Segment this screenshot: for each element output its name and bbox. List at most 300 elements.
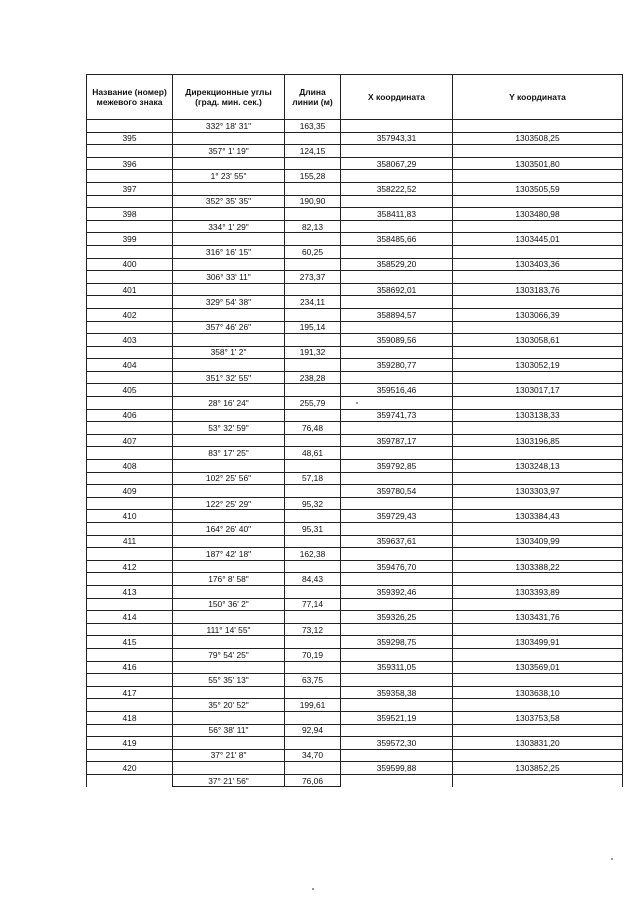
y-coordinate-cell: 1303445,01	[453, 233, 623, 246]
x-coordinate-cell: 359741,73	[341, 409, 453, 422]
y-coordinate-cell	[453, 497, 623, 510]
line-row	[87, 699, 623, 712]
point-name-cell	[87, 523, 173, 536]
point-row	[87, 737, 623, 750]
direction-angle-cell: 332° 18' 31"	[173, 120, 285, 133]
x-coordinate-cell	[341, 245, 453, 258]
point-name-cell: 398	[87, 208, 173, 221]
x-coordinate-cell: 358692,01	[341, 283, 453, 296]
line-length-cell	[285, 359, 341, 372]
line-row	[87, 623, 623, 636]
point-row	[87, 535, 623, 548]
y-coordinate-cell	[453, 245, 623, 258]
direction-angle-cell: 329° 54' 38"	[173, 296, 285, 309]
point-name-cell: 404	[87, 359, 173, 372]
point-row	[87, 485, 623, 498]
direction-angle-cell: 35° 20' 52"	[173, 699, 285, 712]
x-coordinate-cell	[341, 422, 453, 435]
x-coordinate-cell: 359572,30	[341, 737, 453, 750]
y-coordinate-cell	[453, 548, 623, 561]
line-length-cell	[285, 460, 341, 473]
x-coordinate-cell	[341, 674, 453, 687]
y-coordinate-cell	[453, 699, 623, 712]
line-length-cell: 199,61	[285, 699, 341, 712]
direction-angle-cell: 352° 35' 35"	[173, 195, 285, 208]
point-name-cell: 415	[87, 636, 173, 649]
header-x: X координата	[341, 75, 453, 120]
y-coordinate-cell	[453, 195, 623, 208]
point-row	[87, 585, 623, 598]
line-length-cell	[285, 661, 341, 674]
y-coordinate-cell: 1303196,85	[453, 434, 623, 447]
direction-angle-cell	[173, 157, 285, 170]
direction-angle-cell: 150° 36' 2"	[173, 598, 285, 611]
x-coordinate-cell: 359787,17	[341, 434, 453, 447]
line-length-cell: 195,14	[285, 321, 341, 334]
point-name-cell	[87, 472, 173, 485]
point-name-cell	[87, 397, 173, 410]
line-row	[87, 195, 623, 208]
line-length-cell: 238,28	[285, 371, 341, 384]
survey-table	[86, 74, 623, 787]
line-length-cell	[285, 535, 341, 548]
x-coordinate-cell: 359392,46	[341, 585, 453, 598]
point-row	[87, 208, 623, 221]
direction-angle-cell	[173, 334, 285, 347]
direction-angle-cell: 111° 14' 55"	[173, 623, 285, 636]
point-name-cell: 399	[87, 233, 173, 246]
line-length-cell: 57,18	[285, 472, 341, 485]
y-coordinate-cell	[453, 447, 623, 460]
line-length-cell	[285, 258, 341, 271]
line-length-cell: 82,13	[285, 220, 341, 233]
direction-angle-cell	[173, 762, 285, 775]
x-coordinate-cell: 359298,75	[341, 636, 453, 649]
point-name-cell	[87, 296, 173, 309]
point-name-cell: 406	[87, 409, 173, 422]
point-row	[87, 384, 623, 397]
y-coordinate-cell: 1303066,39	[453, 308, 623, 321]
scan-speck	[312, 888, 314, 890]
y-coordinate-cell	[453, 523, 623, 536]
header-name: Название (номер) межевого знака	[87, 75, 173, 120]
direction-angle-cell	[173, 686, 285, 699]
direction-angle-cell: 357° 46' 26"	[173, 321, 285, 334]
line-length-cell	[285, 308, 341, 321]
line-row	[87, 145, 623, 158]
y-coordinate-cell	[453, 220, 623, 233]
line-row	[87, 774, 623, 787]
x-coordinate-cell: 358894,57	[341, 308, 453, 321]
x-coordinate-cell: 357943,31	[341, 132, 453, 145]
x-coordinate-cell: 359792,85	[341, 460, 453, 473]
direction-angle-cell: 55° 35' 13"	[173, 674, 285, 687]
line-length-cell	[285, 182, 341, 195]
header-angle: Дирекционные углы (град. мин. сек.)	[173, 75, 285, 120]
x-coordinate-cell	[341, 447, 453, 460]
x-coordinate-cell	[341, 145, 453, 158]
y-coordinate-cell	[453, 774, 623, 787]
point-name-cell: 417	[87, 686, 173, 699]
point-name-cell	[87, 447, 173, 460]
point-name-cell: 405	[87, 384, 173, 397]
line-length-cell: 77,14	[285, 598, 341, 611]
line-length-cell: 70,19	[285, 648, 341, 661]
point-name-cell	[87, 245, 173, 258]
x-coordinate-cell	[341, 774, 453, 787]
direction-angle-cell: 334° 1' 29"	[173, 220, 285, 233]
line-length-cell	[285, 208, 341, 221]
line-length-cell: 63,75	[285, 674, 341, 687]
y-coordinate-cell	[453, 573, 623, 586]
line-row	[87, 422, 623, 435]
x-coordinate-cell: 359637,61	[341, 535, 453, 548]
direction-angle-cell: 357° 1' 19"	[173, 145, 285, 158]
x-coordinate-cell	[341, 724, 453, 737]
x-coordinate-cell: 359280,77	[341, 359, 453, 372]
line-row	[87, 296, 623, 309]
y-coordinate-cell: 1303138,33	[453, 409, 623, 422]
x-coordinate-cell	[341, 321, 453, 334]
x-coordinate-cell: 358485,66	[341, 233, 453, 246]
point-name-cell: 416	[87, 661, 173, 674]
x-coordinate-cell: 358411,83	[341, 208, 453, 221]
y-coordinate-cell	[453, 422, 623, 435]
point-name-cell: 397	[87, 182, 173, 195]
scan-speck	[611, 858, 613, 860]
point-row	[87, 460, 623, 473]
point-name-cell: 409	[87, 485, 173, 498]
y-coordinate-cell: 1303831,20	[453, 737, 623, 750]
y-coordinate-cell: 1303248,13	[453, 460, 623, 473]
line-row	[87, 548, 623, 561]
line-length-cell: 34,70	[285, 749, 341, 762]
point-name-cell	[87, 774, 173, 787]
line-row	[87, 573, 623, 586]
y-coordinate-cell: 1303393,89	[453, 585, 623, 598]
point-row	[87, 409, 623, 422]
line-length-cell: 191,32	[285, 346, 341, 359]
direction-angle-cell	[173, 661, 285, 674]
x-coordinate-cell	[341, 648, 453, 661]
line-length-cell	[285, 132, 341, 145]
point-row	[87, 308, 623, 321]
point-row	[87, 132, 623, 145]
line-length-cell: 255,79	[285, 397, 341, 410]
point-row	[87, 560, 623, 573]
point-name-cell: 403	[87, 334, 173, 347]
line-row	[87, 447, 623, 460]
point-row	[87, 258, 623, 271]
direction-angle-cell: 28° 16' 24"	[173, 397, 285, 410]
direction-angle-cell	[173, 585, 285, 598]
line-row	[87, 497, 623, 510]
point-row	[87, 233, 623, 246]
point-row	[87, 661, 623, 674]
line-length-cell: 92,94	[285, 724, 341, 737]
x-coordinate-cell	[341, 623, 453, 636]
direction-angle-cell	[173, 560, 285, 573]
point-name-cell	[87, 648, 173, 661]
survey-body	[87, 120, 623, 787]
line-row	[87, 674, 623, 687]
y-coordinate-cell	[453, 724, 623, 737]
point-row	[87, 157, 623, 170]
y-coordinate-cell: 1303303,97	[453, 485, 623, 498]
direction-angle-cell: 83° 17' 25"	[173, 447, 285, 460]
x-coordinate-cell	[341, 271, 453, 284]
direction-angle-cell: 306° 33' 11"	[173, 271, 285, 284]
line-row	[87, 371, 623, 384]
x-coordinate-cell	[341, 371, 453, 384]
x-coordinate-cell	[341, 699, 453, 712]
point-name-cell	[87, 220, 173, 233]
line-row	[87, 472, 623, 485]
direction-angle-cell: 316° 16' 15"	[173, 245, 285, 258]
header-length: Длина линии (м)	[285, 75, 341, 120]
line-row	[87, 321, 623, 334]
x-coordinate-cell	[341, 598, 453, 611]
direction-angle-cell	[173, 510, 285, 523]
line-row	[87, 346, 623, 359]
line-length-cell	[285, 283, 341, 296]
y-coordinate-cell	[453, 648, 623, 661]
line-length-cell	[285, 510, 341, 523]
x-coordinate-cell	[341, 472, 453, 485]
point-name-cell	[87, 749, 173, 762]
line-length-cell	[285, 686, 341, 699]
direction-angle-cell	[173, 258, 285, 271]
x-coordinate-cell: 359599,88	[341, 762, 453, 775]
line-length-cell: 155,28	[285, 170, 341, 183]
x-coordinate-cell: 359358,38	[341, 686, 453, 699]
point-row	[87, 711, 623, 724]
y-coordinate-cell: 1303499,91	[453, 636, 623, 649]
direction-angle-cell: 1° 23' 55"	[173, 170, 285, 183]
direction-angle-cell: 358° 1' 2"	[173, 346, 285, 359]
point-name-cell	[87, 497, 173, 510]
x-coordinate-cell	[341, 346, 453, 359]
direction-angle-cell	[173, 485, 285, 498]
line-row	[87, 397, 623, 410]
point-row	[87, 334, 623, 347]
y-coordinate-cell: 1303508,25	[453, 132, 623, 145]
line-length-cell	[285, 334, 341, 347]
y-coordinate-cell: 1303409,99	[453, 535, 623, 548]
y-coordinate-cell: 1303638,10	[453, 686, 623, 699]
direction-angle-cell	[173, 283, 285, 296]
direction-angle-cell: 53° 32' 59"	[173, 422, 285, 435]
point-name-cell: 402	[87, 308, 173, 321]
y-coordinate-cell: 1303505,59	[453, 182, 623, 195]
direction-angle-cell	[173, 384, 285, 397]
y-coordinate-cell	[453, 598, 623, 611]
point-name-cell: 419	[87, 737, 173, 750]
direction-angle-cell: 79° 54' 25"	[173, 648, 285, 661]
x-coordinate-cell	[341, 120, 453, 133]
x-coordinate-cell	[341, 220, 453, 233]
direction-angle-cell	[173, 636, 285, 649]
point-name-cell	[87, 321, 173, 334]
point-row	[87, 510, 623, 523]
direction-angle-cell: 102° 25' 56"	[173, 472, 285, 485]
direction-angle-cell: 164° 26' 40"	[173, 523, 285, 536]
table-header-row	[87, 75, 623, 120]
point-name-cell	[87, 699, 173, 712]
line-length-cell: 95,32	[285, 497, 341, 510]
x-coordinate-cell	[341, 548, 453, 561]
point-name-cell	[87, 120, 173, 133]
y-coordinate-cell	[453, 623, 623, 636]
line-length-cell: 124,15	[285, 145, 341, 158]
point-name-cell	[87, 371, 173, 384]
y-coordinate-cell	[453, 397, 623, 410]
line-length-cell	[285, 233, 341, 246]
y-coordinate-cell	[453, 120, 623, 133]
point-name-cell	[87, 674, 173, 687]
header-y: Y координата	[453, 75, 623, 120]
line-length-cell	[285, 485, 341, 498]
point-name-cell	[87, 145, 173, 158]
point-name-cell: 408	[87, 460, 173, 473]
y-coordinate-cell: 1303852,25	[453, 762, 623, 775]
point-name-cell	[87, 573, 173, 586]
point-row	[87, 636, 623, 649]
y-coordinate-cell: 1303501,80	[453, 157, 623, 170]
x-coordinate-cell: 358222,52	[341, 182, 453, 195]
y-coordinate-cell	[453, 472, 623, 485]
x-coordinate-cell: 358529,20	[341, 258, 453, 271]
line-row	[87, 598, 623, 611]
y-coordinate-cell	[453, 346, 623, 359]
y-coordinate-cell: 1303480,98	[453, 208, 623, 221]
point-name-cell: 410	[87, 510, 173, 523]
y-coordinate-cell	[453, 271, 623, 284]
x-coordinate-cell	[341, 573, 453, 586]
direction-angle-cell	[173, 611, 285, 624]
line-length-cell: 84,43	[285, 573, 341, 586]
x-coordinate-cell	[341, 195, 453, 208]
line-length-cell	[285, 560, 341, 573]
y-coordinate-cell	[453, 674, 623, 687]
point-name-cell: 418	[87, 711, 173, 724]
line-row	[87, 120, 623, 133]
line-length-cell	[285, 409, 341, 422]
line-row	[87, 220, 623, 233]
y-coordinate-cell	[453, 321, 623, 334]
y-coordinate-cell	[453, 145, 623, 158]
point-name-cell: 396	[87, 157, 173, 170]
line-length-cell	[285, 157, 341, 170]
y-coordinate-cell: 1303183,76	[453, 283, 623, 296]
direction-angle-cell: 122° 25' 29"	[173, 497, 285, 510]
direction-angle-cell: 187° 42' 18"	[173, 548, 285, 561]
line-length-cell: 48,61	[285, 447, 341, 460]
x-coordinate-cell: 359326,25	[341, 611, 453, 624]
point-name-cell	[87, 623, 173, 636]
y-coordinate-cell: 1303058,61	[453, 334, 623, 347]
line-length-cell	[285, 737, 341, 750]
direction-angle-cell: 56° 38' 11"	[173, 724, 285, 737]
line-row	[87, 724, 623, 737]
line-length-cell	[285, 762, 341, 775]
direction-angle-cell: 351° 32' 55"	[173, 371, 285, 384]
y-coordinate-cell: 1303017,17	[453, 384, 623, 397]
direction-angle-cell	[173, 233, 285, 246]
line-length-cell	[285, 711, 341, 724]
direction-angle-cell	[173, 460, 285, 473]
line-row	[87, 271, 623, 284]
direction-angle-cell	[173, 208, 285, 221]
line-row	[87, 170, 623, 183]
direction-angle-cell	[173, 434, 285, 447]
point-name-cell: 411	[87, 535, 173, 548]
direction-angle-cell	[173, 737, 285, 750]
x-coordinate-cell	[341, 170, 453, 183]
line-length-cell	[285, 384, 341, 397]
x-coordinate-cell: 359729,43	[341, 510, 453, 523]
direction-angle-cell	[173, 132, 285, 145]
y-coordinate-cell	[453, 170, 623, 183]
direction-angle-cell	[173, 308, 285, 321]
x-coordinate-cell: 359089,56	[341, 334, 453, 347]
direction-angle-cell: 37° 21' 8"	[173, 749, 285, 762]
point-row	[87, 611, 623, 624]
y-coordinate-cell: 1303052,19	[453, 359, 623, 372]
point-row	[87, 762, 623, 775]
y-coordinate-cell: 1303753,58	[453, 711, 623, 724]
point-row	[87, 182, 623, 195]
point-name-cell	[87, 598, 173, 611]
point-name-cell: 412	[87, 560, 173, 573]
point-name-cell	[87, 724, 173, 737]
line-length-cell: 273,37	[285, 271, 341, 284]
direction-angle-cell	[173, 359, 285, 372]
y-coordinate-cell: 1303569,01	[453, 661, 623, 674]
y-coordinate-cell	[453, 749, 623, 762]
direction-angle-cell	[173, 409, 285, 422]
x-coordinate-cell: 359516,46	[341, 384, 453, 397]
x-coordinate-cell: 359311,05	[341, 661, 453, 674]
line-length-cell	[285, 434, 341, 447]
y-coordinate-cell: 1303384,43	[453, 510, 623, 523]
direction-angle-cell	[173, 535, 285, 548]
line-row	[87, 648, 623, 661]
x-coordinate-cell	[341, 523, 453, 536]
y-coordinate-cell: 1303388,22	[453, 560, 623, 573]
point-name-cell: 407	[87, 434, 173, 447]
line-length-cell: 162,38	[285, 548, 341, 561]
point-name-cell: 400	[87, 258, 173, 271]
point-row	[87, 434, 623, 447]
point-row	[87, 359, 623, 372]
x-coordinate-cell: 359476,70	[341, 560, 453, 573]
point-name-cell	[87, 195, 173, 208]
line-row	[87, 523, 623, 536]
point-name-cell	[87, 548, 173, 561]
direction-angle-cell: 176° 8' 58"	[173, 573, 285, 586]
point-name-cell: 395	[87, 132, 173, 145]
point-name-cell: 413	[87, 585, 173, 598]
y-coordinate-cell	[453, 371, 623, 384]
y-coordinate-cell: 1303403,36	[453, 258, 623, 271]
point-name-cell: 414	[87, 611, 173, 624]
point-row	[87, 686, 623, 699]
point-name-cell: 401	[87, 283, 173, 296]
line-length-cell: 190,90	[285, 195, 341, 208]
point-row	[87, 283, 623, 296]
x-coordinate-cell: 359780,54	[341, 485, 453, 498]
